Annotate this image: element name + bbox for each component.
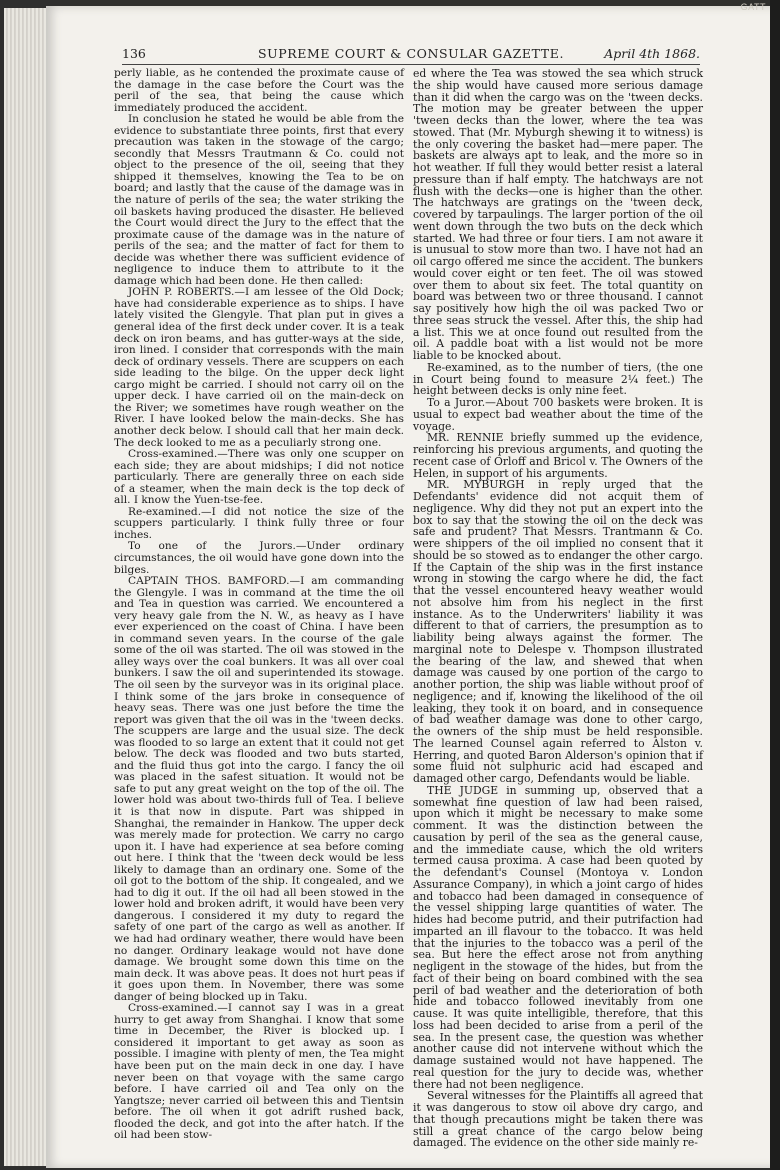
paragraph: In conclusion he stated he would be able from the evidence to substantiate three points, first that every precaution was taken in the stowage of the cargo; secondly that Messrs Trautmann & Co. could not object to the presence of the oil, seeing that they shipped it themselves, knowing the Tea to be on board; and lastly that the cause of the damage was in the nature of perils of the sea; the water striking the oil baskets having produced the disaster. He believed the Court would direct the Jury to the effect that the proximate cause of the damage was in the nature of perils of the sea; and the matter of fact for them to decide was whether there was sufficient evidence of negligence to induce them to attribute to it the damage which had been done. He then called:	[114, 113, 404, 287]
publication-title: SUPREME COURT & CONSULAR GAZETTE.	[257, 46, 565, 61]
cross-examination: Cross-examined.—There was only one scupper on each side; they are about midships; I did not notice particularly. There are generally three on each side of a steamer, when the main deck is the top deck of all. I know the Yuen-tse-fee.	[114, 448, 404, 507]
witness-testimony: JOHN P. ROBERTS.—I am lessee of the Old Dock; have had considerable experience as to ships. I have lately visited the Glengyle. That plan put in gives a general idea of the first deck under cover. It is a teak deck on iron beams, and has gutter-ways at the side, iron lined. I consider that corresponds with the main deck of ordinary vessels. There are scuppers on each side leading to the bilge. On the upper deck light cargo might be carried. I should not carry oil on the upper deck. I have carried oil on the main-deck on the River; we sometimes have rough weather on the River. I have looked below the main-decks. She has another deck below. I should call that her main deck. The deck looked to me as a peculiarly strong one.	[114, 286, 404, 449]
counsel-summary: MR. RENNIE briefly summed up the evidence, reinforcing his previous arguments, and quoting the recent case of Orloff and Bricol v. The Owners of the Helen, in support of his arguments.	[413, 431, 703, 480]
paragraph: ed where the Tea was stowed the sea which struck the ship would have caused more serious damage than it did when the cargo was on the 'tween decks. The motion may be greater between the upper 'tween decks than the lower, where the tea was stowed. That (Mr. Myburgh shewing it to witness) is the only covering the basket had—mere paper. The baskets are always apt to leak, and the more so in hot weather. If full they would better resist a lateral pressure than if half empty. The hatchways are not flush with the decks—one is higher than the other. The hatchways are gratings on the 'tween deck, covered by tarpaulings. The larger portion of the oil went down through the two buts on the deck which started. We had three or four tiers. I am not aware it is unusual to stow more than two. I have not had an oil cargo offered me since the accident. The bunkers would cover eight or ten feet. The oil was stowed over them to about six feet. The total quantity on board was between two or three thousand. I cannot say positively how high the oil was packed Two or three seas struck the vessel. After this, the ship had a list. This we at once found out resulted from the oil. A paddle boat with a list would not be more liable to be knocked about.	[413, 67, 703, 362]
juror-question: To one of the Jurors.—Under ordinary circumstances, the oil would have gone down into the bilges.	[114, 540, 404, 576]
corner-stamp: GATT	[740, 2, 766, 12]
book-page-edges	[4, 8, 49, 1166]
witness-testimony: CAPTAIN THOS. BAMFORD.—I am commanding the Glengyle. I was in command at the time the oil and Tea in question was carried. We encountered a very heavy gale from the N. W., as heavy as I have ever experienced on the coast of China. I have been in command seven years. In the course of the gale some of the oil was started. The oil was stowed in the alley ways over the coal bunkers. It was all over coal bunkers. I saw the oil and superintended its stowage. The oil seen by the surveyor was in its original place. I think some of the jars broke in consequence of heavy seas. There was one just before the time the report was given that the oil was in the 'tween decks. The scuppers are large and the usual size. The deck was flooded to so large an extent that it could not get below. The deck was flooded and two buts started, and the fluid thus got into the cargo. I fancy the oil was placed in the safest situation. It would not be safe to put any great weight on the top of the oil. The lower hold was about two-thirds full of Tea. I believe it is that now in dispute. Part was shipped in Shanghai, the remainder in Hankow. The upper deck was merely made for protection. We carry no cargo upon it. I have had experience at sea before coming out here. I think that the 'tween deck would be less likely to damage than an ordinary one. Some of the oil got to the bottom of the ship. It congealed, and we had to dig it out. If the oil had all been stowed in the lower hold and broken adrift, it would have been very dangerous. I considered it my duty to regard the safety of one part of the cargo as well as another. If we had had ordinary weather, there would have been no danger. Ordinary leakage would not have done damage. We brought some down this time on the main deck. It was above peas. It does not hurt peas if it goes upon them. In November, there was some danger of being blocked up in Taku.	[114, 575, 404, 1003]
left-column	[114, 68, 404, 1142]
scan-border	[770, 0, 780, 1170]
right-column	[413, 68, 703, 1149]
juror-question: To a Juror.—About 700 baskets were broken. It is usual to expect bad weather about the time of the voyage.	[413, 396, 703, 433]
cross-examination: Cross-examined.—I cannot say I was in a great hurry to get away from Shanghai. I know that some time in December, the River is blocked up. I considered it important to get away as soon as possible. I imagine with plenty of men, the Tea might have been put on the main deck in one day. I have never been on that voyage with the same cargo before. I have carried oil and Tea only on the Yangtsze; never carried oil between this and Tientsin before. The oil when it got adrift rushed back, flooded the deck, and got into the after hatch. If the oil had been stow-	[114, 1002, 404, 1142]
paragraph: Several witnesses for the Plaintiffs all agreed that it was dangerous to stow oil above dry cargo, and that though precautions might be taken there was still a great chance of the cargo below being damaged. The evidence on the other side mainly re-	[413, 1089, 703, 1150]
issue-date: April 4th 1868.	[604, 46, 700, 61]
re-examination: Re-examined.—I did not notice the size of the scuppers particularly. I think fully three or four inches.	[114, 505, 404, 541]
page-header	[122, 44, 700, 65]
judge-summing-up: THE JUDGE in summing up, observed that a somewhat fine question of law had been raised, upon which it might be necessary to make some comment. It was the distinction between the causation by peril of the sea as the general cause, and the immediate cause, which the old writers termed causa proxima. A case had been quoted by the defendant's Counsel (Montoya v. London Assurance Company), in which a joint cargo of hides and tobacco had been damaged in consequence of the vessel shipping large quantities of water. The hides had become putrid, and their putrifaction had imparted an ill flavour to the tobacco. It was held that the injuries to the tobacco was a peril of the sea. But here the effect arose not from anything negligent in the stowage of the hides, but from the fact of their being on board combined with the sea peril of bad weather and the deterioration of both hide and tobacco followed inevitably from one cause. It was quite intelligible, therefore, that this loss had been decided to arise from a peril of the sea. In the present case, the question was whether another cause did not intervene without which the damage sustained would not have happened. The real question for the jury to decide was, whether there had not been negligence.	[413, 783, 703, 1091]
page-number: 136	[122, 46, 146, 61]
paragraph: perly liable, as he contended the proximate cause of the damage in the case before the Court was the peril of the sea, that being the cause which immediately produced the accident.	[114, 67, 404, 114]
re-examination: Re-examined, as to the number of tiers, (the one in Court being found to measure 2¼ feet.) The height between decks is only nine feet.	[413, 360, 703, 398]
counsel-reply: MR. MYBURGH in reply urged that the Defendants' evidence did not acquit them of negligence. Why did they not put an expert into the box to say that the stowing the oil on the deck was safe and prudent? That Messrs. Trantmann & Co. were shippers of the oil implied no consent that it should be so stowed as to endanger the other cargo. If the Captain of the ship was in the first instance wrong in stowing the cargo where he did, the fact that the vessel encountered heavy weather would not absolve him from his neglect in the first instance. As to the Underwriters' liability it was different to that of carriers, the presumption as to liability being always against the former. The marginal note to Delespe v. Thompson illustrated the bearing of the law, and shewed that when damage was caused by one portion of the cargo to another portion, the ship was liable without proof of negligence; and if, knowing the likelihood of the oil leaking, they took it on board, and in consequence of bad weather damage was done to other cargo, the owners of the ship must be held responsible. The learned Counsel again referred to Alston v. Herring, and quoted Baron Alderson's opinion that if some fluid not sulphuric acid had escaped and damaged other cargo, Defendants would be liable.	[413, 478, 703, 785]
